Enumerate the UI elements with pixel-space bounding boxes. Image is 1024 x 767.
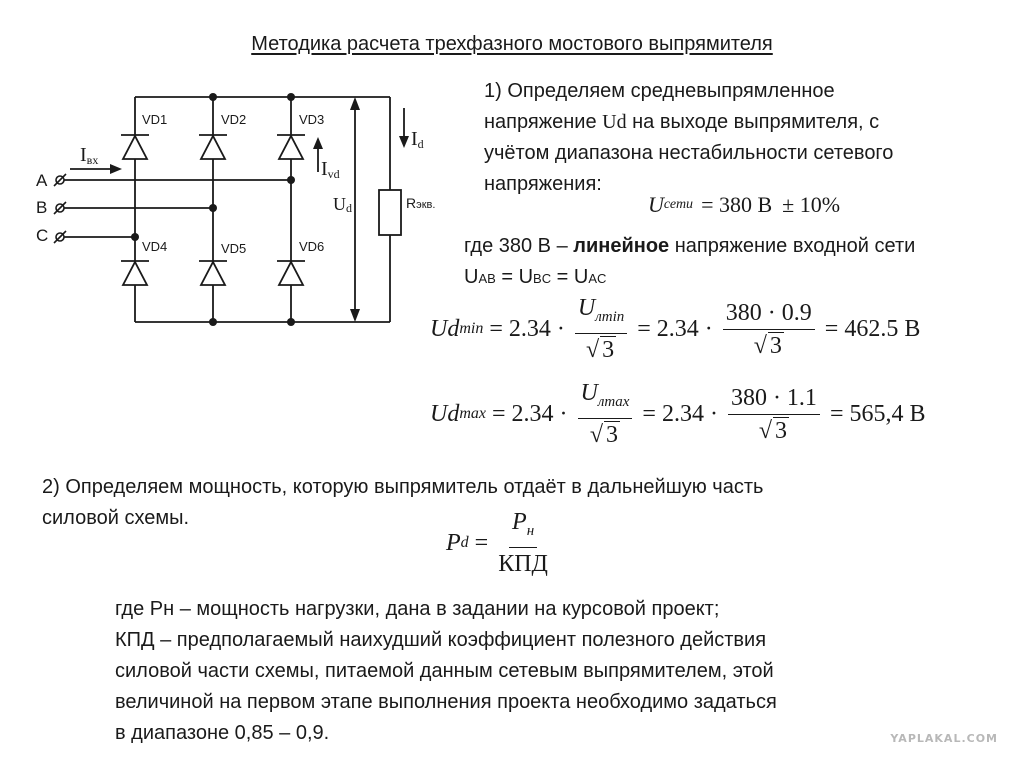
diode-vd6-symbol bbox=[277, 261, 305, 285]
step1-line1: 1) Определяем средневыпрямленное bbox=[484, 80, 835, 102]
formula-ud-max: Ud max = 2.34 · $\frac{U_{лmax}}{√ 3}$ = 2.34 · $\frac{380 \cdot 1.1}{√ 3}$ = 565,4 В bbox=[430, 380, 926, 448]
step2-line1: 2) Определяем мощность, которую выпрямитель отдаёт в дальнейшую часть bbox=[42, 476, 764, 498]
note-line-5: в диапазоне 0,85 – 0,9. bbox=[115, 722, 330, 744]
phase-voltage-equation: UAB = UBC = UAC bbox=[464, 266, 607, 288]
page-title: Методика расчета трехфазного мостового выпрямителя bbox=[251, 33, 773, 55]
formula-net-voltage: U сети = 380 В ± 10% bbox=[648, 192, 841, 217]
formula-ud-min: Ud min = 2.34 · $\frac{U_{лmin}}{√ 3}$ = 2.34 · $\frac{380 \cdot 0.9}{√ 3}$ = 462.5 В bbox=[430, 295, 921, 363]
ud-arrow-up-icon bbox=[350, 97, 360, 110]
step1-line4: напряжения: bbox=[484, 173, 602, 195]
i-in-label: Iвх bbox=[80, 144, 99, 167]
diode-vd5-symbol bbox=[199, 261, 227, 285]
id-arrow-icon bbox=[399, 136, 409, 148]
phase-label-c: C bbox=[36, 226, 49, 245]
watermark: YAPLAKAL.COM bbox=[890, 732, 998, 745]
ud-arrow-down-icon bbox=[350, 309, 360, 322]
diode-label-vd5: VD5 bbox=[221, 241, 247, 256]
phase-label-a: A bbox=[36, 171, 48, 190]
resistor-symbol bbox=[379, 190, 401, 235]
i-d-label: Id bbox=[411, 128, 424, 151]
diode-vd2-symbol bbox=[199, 135, 227, 159]
diode-label-vd6: VD6 bbox=[299, 239, 325, 254]
note-line-1: где Рн – мощность нагрузки, дана в задании на курсовой проект; bbox=[115, 598, 720, 620]
u-d-label: Ud bbox=[333, 194, 352, 215]
note-line-4: величиной на первом этапе выполнения проекта необходимо задаться bbox=[115, 691, 777, 713]
note-line-3: силовой части схемы, питаемой данным сетевым выпрямителем, этой bbox=[115, 660, 774, 682]
diode-label-vd2: VD2 bbox=[221, 112, 247, 127]
diode-label-vd3: VD3 bbox=[299, 112, 325, 127]
ivx-arrow-icon bbox=[110, 164, 122, 174]
rectifier-circuit-diagram bbox=[0, 0, 470, 340]
diode-label-vd1: VD1 bbox=[142, 112, 168, 127]
diode-vd3-symbol bbox=[277, 135, 305, 159]
step1-line2: напряжение Ud на выходе выпрямителя, с bbox=[484, 111, 880, 133]
terminal-a-symbol bbox=[54, 174, 66, 186]
diode-vd4-symbol bbox=[121, 261, 149, 285]
i-vd-label: Ivd bbox=[321, 158, 340, 181]
note-line-2: КПД – предполагаемый наихудший коэффициент полезного действия bbox=[115, 629, 767, 651]
ivd-arrow-icon bbox=[313, 137, 323, 149]
diode-label-vd4: VD4 bbox=[142, 239, 168, 254]
phase-label-b: B bbox=[36, 198, 48, 217]
where-line-voltage: где 380 В – линейное напряжение входной сети bbox=[464, 235, 916, 257]
terminal-c-symbol bbox=[54, 231, 66, 243]
formula-pd: P d = $\frac{P_н}{\text{КПД}}$ bbox=[446, 509, 548, 577]
step1-line3: учётом диапазона нестабильности сетевого bbox=[484, 142, 894, 164]
r-eq-label: Rэкв. bbox=[406, 195, 436, 211]
step2-line2: силовой схемы. bbox=[42, 507, 190, 529]
terminal-b-symbol bbox=[54, 202, 66, 214]
diode-vd1-symbol bbox=[121, 135, 149, 159]
